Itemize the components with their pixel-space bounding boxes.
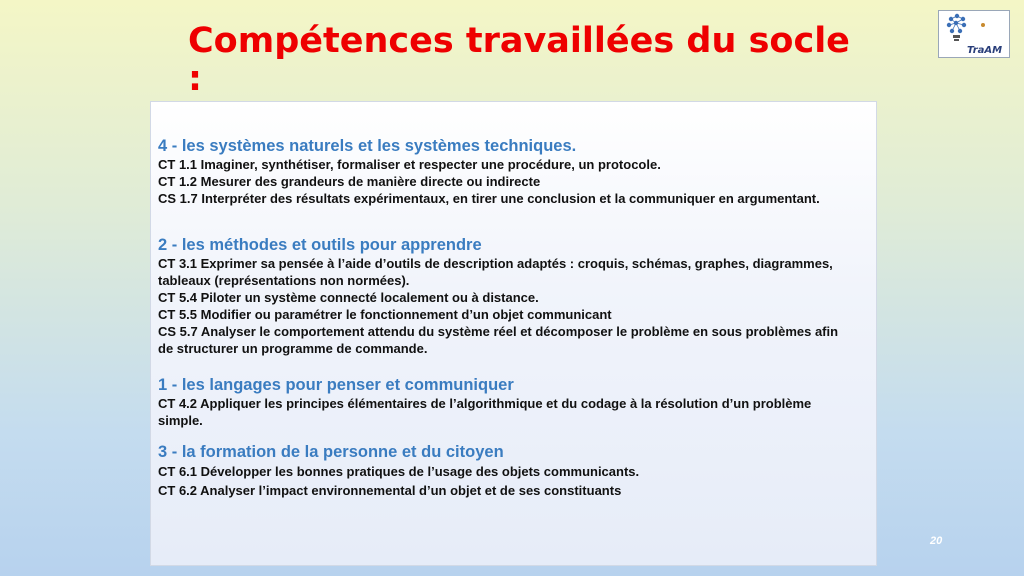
competences-panel bbox=[150, 101, 877, 566]
list-item: CT 5.5 Modifier ou paramétrer le fonctionnement d’un objet communicant bbox=[158, 307, 612, 322]
list-item: CT 1.1 Imaginer, synthétiser, formaliser et respecter une procédure, un protocole. bbox=[158, 157, 661, 172]
section-citoyen bbox=[158, 442, 876, 500]
section-heading: 1 - les langages pour penser et communiquer bbox=[158, 376, 514, 394]
section-langages bbox=[158, 375, 876, 429]
logo-text: TraAM bbox=[967, 45, 1003, 56]
section-systemes bbox=[158, 136, 876, 207]
slide-title: Compétences travaillées du socle : bbox=[188, 21, 850, 99]
list-item: CT 5.4 Piloter un système connecté localement ou à distance. bbox=[158, 290, 539, 305]
section-heading: 4 - les systèmes naturels et les systèmes techniques. bbox=[158, 137, 577, 155]
list-item: CS 1.7 Interpréter des résultats expérimentaux, en tirer une conclusion et la communiquer en argumentant. bbox=[158, 191, 820, 206]
section-methodes bbox=[158, 235, 876, 357]
section-heading: 2 - les méthodes et outils pour apprendre bbox=[158, 236, 482, 254]
page-number: 20 bbox=[930, 535, 943, 547]
section-heading: 3 - la formation de la personne et du citoyen bbox=[158, 443, 504, 461]
list-item: CT 1.2 Mesurer des grandeurs de manière directe ou indirecte bbox=[158, 174, 541, 189]
traam-logo bbox=[938, 10, 1010, 58]
list-item: CS 5.7 Analyser le comportement attendu du système réel et décomposer le problème en sous problèmes afin de structurer un programme de commande. bbox=[158, 324, 839, 356]
list-item: CT 6.1 Développer les bonnes pratiques de l’usage des objets communicants. bbox=[158, 464, 640, 479]
list-item: CT 3.1 Exprimer sa pensée à l’aide d’outils de description adaptés : croquis, schémas, graphes, diagrammes, tableaux (représentations non normées). bbox=[158, 256, 833, 288]
list-item: CT 6.2 Analyser l’impact environnemental d’un objet et de ses constituants bbox=[158, 483, 622, 498]
list-item: CT 4.2 Appliquer les principes élémentaires de l’algorithmique et du codage à la résolution d’un problème simple. bbox=[158, 396, 812, 428]
